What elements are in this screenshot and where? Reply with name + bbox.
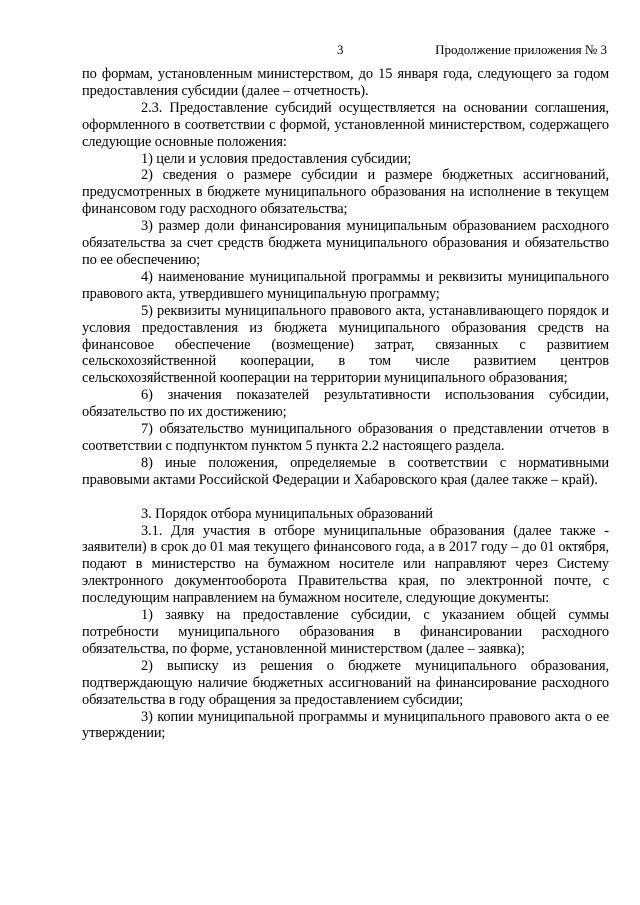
list-item: 1) цели и условия предоставления субсидии; (141, 150, 412, 167)
running-header: Продолжение приложения № 3 (435, 42, 607, 57)
list-item: 2) выписку из решения о бюджете муниципального образования, подтверждающую наличие бюджетных ассигнований на финансирование расходного обязательства в году обращения за предоставлением субсидии; (82, 657, 609, 708)
document-body (82, 66, 609, 742)
list-item: 5) реквизиты муниципального правового акта, устанавливающего порядок и условия предоставления из бюджета муниципального образования средств на финансовое обеспечение (возмещение) затрат, связанных с развитием сельскохозяйственной кооперации, в том числе развитием центров сельскохозяйственной кооперации на территории муниципального образования; (82, 302, 609, 387)
list-item: 1) заявку на предоставление субсидии, с указанием общей суммы потребности муниципального образования в финансировании расходного обязательства, по форме, установленной министерством (далее – заявка); (82, 607, 609, 657)
page-number: 3 (337, 42, 344, 57)
paragraph: по формам, установленным министерством, до 15 января года, следующего за годом предоставления субсидии (далее – отчетность). (82, 66, 609, 99)
list-item: 8) иные положения, определяемые в соответствии с нормативными правовыми актами Российской Федерации и Хабаровского края (далее также – край). (82, 454, 609, 488)
list-item: 3) размер доли финансирования муниципальным образованием расходного обязательства за счет средств бюджета муниципального образования и обязательство по ее обеспечению; (82, 218, 609, 268)
clause-3-1: 3.1. Для участия в отборе муниципальные образования (далее также - заявители) в срок до 01 мая текущего финансового года, а в 2017 году – до 01 октября, подают в министерство на бумажном носителе или направляют через Систему электронного документооборота Правительства края, по электронной почте, с последующим направлением на бумажном носителе, следующие документы: (82, 522, 609, 607)
section-heading: 3. Порядок отбора муниципальных образований (141, 505, 433, 522)
list-item: 2) сведения о размере субсидии и размере бюджетных ассигнований, предусмотренных в бюджете муниципального образования на исполнение в текущем финансовом году расходного обязательства; (82, 167, 609, 218)
list-item: 4) наименование муниципальной программы и реквизиты муниципального правового акта, утвердившего муниципальную программу; (82, 268, 609, 302)
list-item: 7) обязательство муниципального образования о представлении отчетов в соответствии с подпунктом пунктом 5 пункта 2.2 настоящего раздела. (82, 421, 609, 454)
list-item: 6) значения показателей результативности использования субсидии, обязательство по их достижению; (82, 387, 609, 421)
list-item: 3) копии муниципальной программы и муниципального правового акта о ее утверждении; (82, 708, 609, 742)
clause-2-3: 2.3. Предоставление субсидий осуществляется на основании соглашения, оформленного в соответствии с формой, установленной министерством, содержащего следующие основные положения: (82, 99, 609, 150)
